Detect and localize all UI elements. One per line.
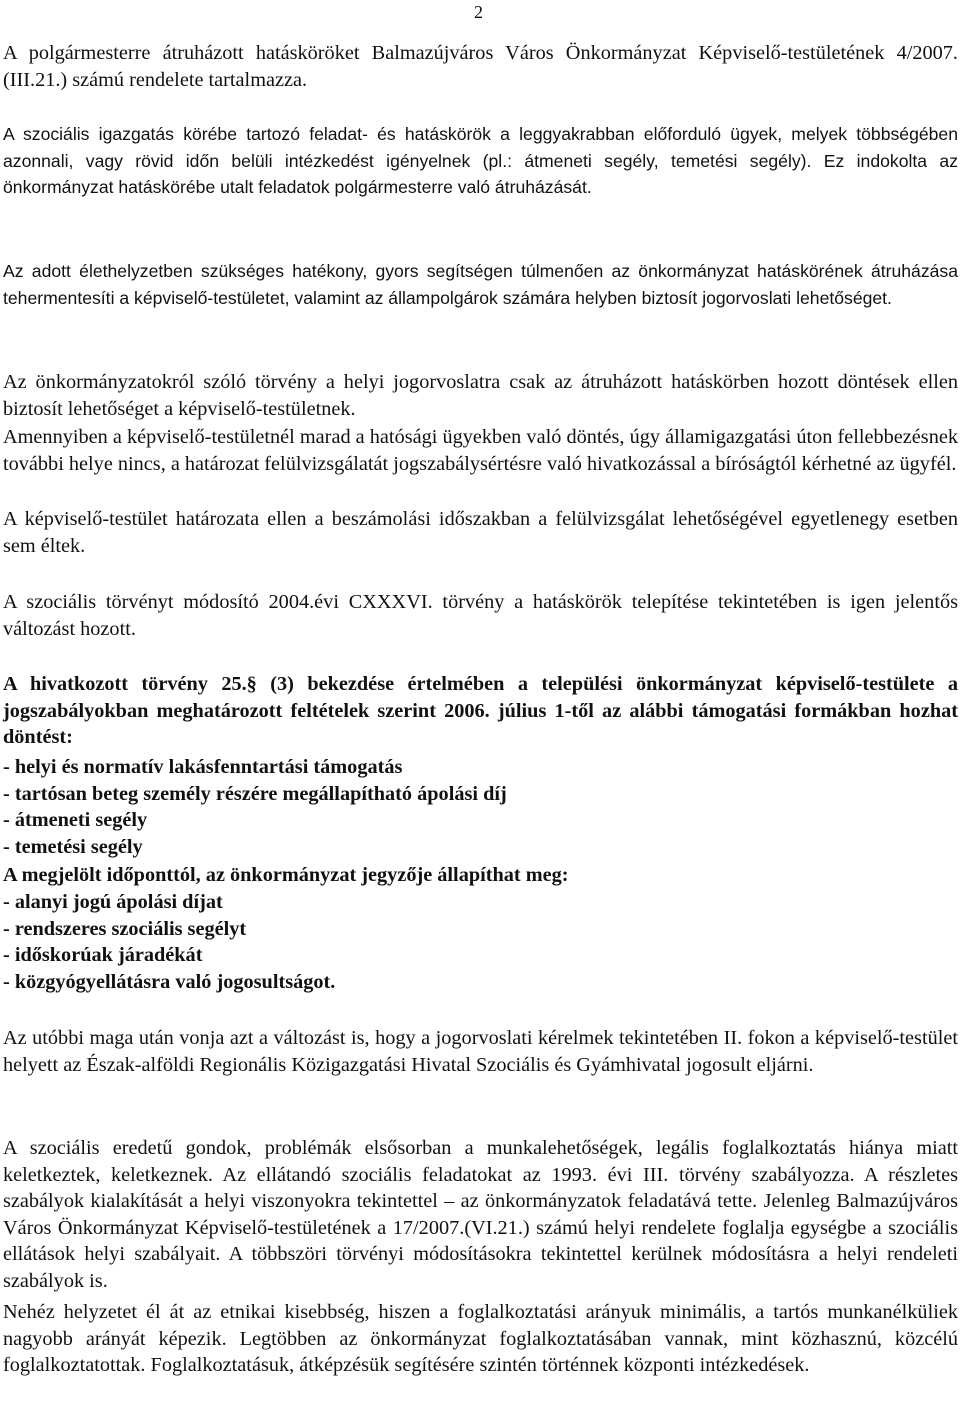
- list-item: - tartósan beteg személy részére megállapítható ápolási díj: [3, 782, 507, 805]
- list-item: - átmeneti segély: [3, 809, 148, 831]
- paragraph-review-not-used: A képviselő-testület határozata ellen a beszámolási időszakban a felülvizsgálat lehetőségével egyetlenegy esetben sem éltek.: [3, 508, 958, 557]
- paragraph-notary-powers-bold: A megjelölt időponttól, az önkormányzat jegyzője állapíthat meg:: [3, 864, 569, 886]
- paragraph-social-administration: A szociális igazgatás körébe tartozó feladat- és hatáskörök a leggyakrabban előforduló ügyek, melyek többségében azonnali, vagy rövid időn belüli intézkedést igényelnek (pl.: átmeneti segély, temetési segély). Ez indokolta az önkormányzat hatáskörébe utalt feladatok polgármesterre való átruházását.: [3, 124, 958, 197]
- paragraph-appeal: Amennyiben a képviselő-testületnél marad a hatósági ügyekben való döntés, úgy államigazgatási úton fellebbezésnek további helye nincs, a határozat felülvizsgálatát jogszabálysértésre való hivatkozással a bíróságtól kérhetné az ügyfél.: [3, 426, 958, 475]
- paragraph-relief-of-council: Az adott élethelyzetben szükséges hatékony, gyors segítségen túlmenően az önkormányzat hatáskörének átruházása tehermentesíti a képviselő-testületet, valamint az állampolgárok számára helyben biztosít jogorvoslati lehetőséget.: [3, 261, 958, 308]
- paragraph-social-problems: A szociális eredetű gondok, problémák elsősorban a munkalehetőségek, legális foglalkoztatás hiánya miatt keletkeztek, keletkeznek. Az ellátandó szociális feladatokat az 1993. évi III. törvény szabályozza. A részletes szabályok kialakítását a helyi viszonyokra tekintettel – az önkormányzatok feladatává tette. Jelenleg Balmazújváros Város Önkormányzat Képviselő-testületének a 17/2007.(VI.21.) számú helyi rendelete foglalja egységbe a szociális ellátások helyi szabályait. A többszöri törvényi módosításokra tekintettel kerülnek módosításra a helyi rendeleti szabályok is.: [3, 1137, 958, 1292]
- paragraph-ethnic-minority: Nehéz helyzetet él át az etnikai kisebbség, hiszen a foglalkoztatási arányuk minimális, a tartós munkanélküliek nagyobb arányát képezik. Legtöbben az önkormányzat foglalkoztatásában vannak, mint közhasznú, közcélú foglalkoztatottak. Foglalkoztatásuk, átképzésük segítésére szintén történnek központi intézkedések.: [3, 1301, 958, 1376]
- page-number: 2: [474, 2, 483, 22]
- list-item: - közgyógyellátásra való jogosultságot.: [3, 970, 336, 993]
- list-item: - alanyi jogú ápolási díjat: [3, 891, 223, 913]
- paragraph-delegated-powers: A polgármesterre átruházott hatásköröket Balmazújváros Város Önkormányzat Képviselő-testületének 4/2007. (III.21.) számú rendelete tartalmazza.: [3, 42, 958, 91]
- list-item: - rendszeres szociális segélyt: [3, 917, 247, 940]
- council-support-list: [3, 754, 958, 860]
- list-item: - temetési segély: [3, 835, 143, 858]
- notary-support-list: [3, 889, 958, 995]
- list-item: - időskorúak járadékát: [3, 944, 203, 966]
- paragraph-local-remedy: Az önkormányzatokról szóló törvény a helyi jogorvoslatra csak az átruházott hatáskörben hozott döntések ellen biztosít lehetőséget a képviselő-testületnek.: [3, 371, 958, 420]
- paragraph-section-25-bold: A hivatkozott törvény 25.§ (3) bekezdése értelmében a települési önkormányzat képviselő-testülete a jogszabályokban meghatározott feltételek szerint 2006. július 1-től az alábbi támogatási formákban hozhat döntést:: [3, 673, 958, 748]
- paragraph-2004-amendment: A szociális törvényt módosító 2004.évi CXXXVI. törvény a hatáskörök telepítése tekintetében is igen jelentős változást hozott.: [3, 591, 958, 640]
- list-item: - helyi és normatív lakásfenntartási támogatás: [3, 756, 403, 778]
- paragraph-second-instance: Az utóbbi maga után vonja azt a változást is, hogy a jogorvoslati kérelmek tekintetében II. fokon a képviselő-testület helyett az Észak-alföldi Regionális Közigazgatási Hivatal Szociális és Gyámhivatal jogosult eljárni.: [3, 1027, 958, 1076]
